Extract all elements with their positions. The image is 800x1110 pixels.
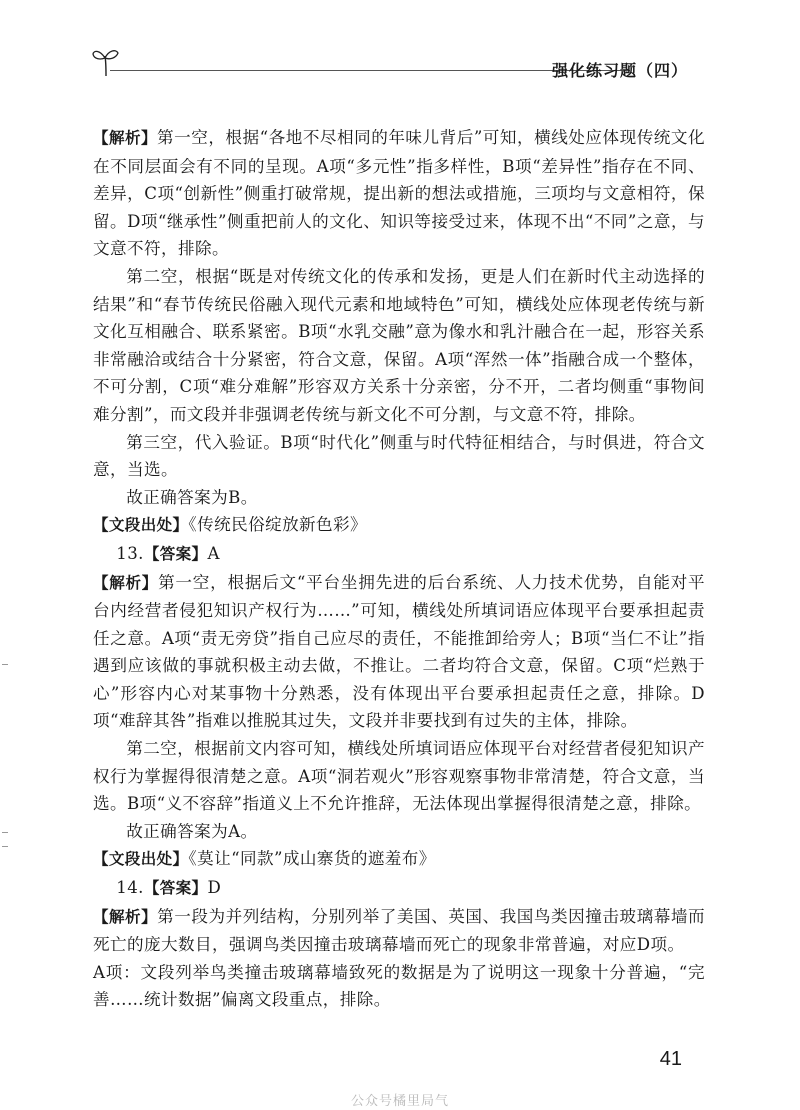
edge-mark: [2, 846, 8, 847]
running-header: [92, 44, 700, 84]
paragraph: [93, 818, 705, 846]
edge-mark: [2, 832, 8, 833]
paragraph: [93, 484, 705, 512]
edge-mark: [2, 664, 8, 665]
paragraph: [93, 569, 705, 736]
paragraph-text: 《传统民俗绽放新色彩》: [188, 515, 368, 535]
paragraph-text: 第一段为并列结构，分别列举了美国、英国、我国鸟类因撞击玻璃幕墙而死亡的庞大数目，强调鸟类因撞击玻璃幕墙而死亡的现象非常普遍，对应D项。: [93, 906, 705, 955]
section-tag: 【解析】: [93, 573, 159, 592]
paragraph: [93, 511, 705, 540]
paragraph: [93, 845, 705, 874]
paragraph-text: D: [207, 878, 222, 898]
paragraph-text: A: [207, 543, 220, 563]
paragraph-text: 第一空，根据“各地不尽相同的年味儿背后”可知，横线处应体现传统文化在不同层面会有不同的呈现。A项“多元性”指多样性，B项“差异性”指存在不同、差异，C项“创新性”侧重打破常规，提出新的想法或措施，三项均与文意相符，保留。D项“继承性”侧重把前人的文化、知识等接受过来，体现不出“不同”之意，与文意不符，排除。: [93, 128, 705, 259]
watermark: 公众号橘里局气: [350, 1094, 449, 1109]
section-tag: 【解析】: [93, 907, 158, 926]
sprout-icon: [92, 44, 122, 78]
paragraph-text: 第二空，根据“既是对传统文化的传承和发扬，更是人们在新时代主动选择的结果”和“春节传统民俗融入现代元素和地域特色”可知，横线处应体现老传统与新文化互相融合、联系紧密。B项“水乳交融”意为像水和乳汁融合在一起，形容关系非常融洽或结合十分紧密，符合文意，保留。A项“浑然一体”指融合成一个整体，不可分割，C项“难分难解”形容双方关系十分亲密，分不开，二者均侧重“事物间难分割”，而文段并非强调老传统与新文化不可分割，与文意不符，排除。: [93, 266, 705, 424]
paragraph-text: 第二空，根据前文内容可知，横线处所填词语应体现平台对经营者侵犯知识产权行为掌握得很清楚之意。A项“洞若观火”形容观察事物非常清楚，符合文意，当选。B项“义不容辞”指道义上不允许推辞，无法体现出掌握得很清楚之意，排除。: [93, 739, 705, 814]
paragraph-text: 《莫让“同款”成山寨货的遮羞布》: [188, 849, 436, 869]
paragraph-text: 13.: [116, 543, 144, 563]
paragraph: [93, 959, 705, 1014]
paragraph-text: 故正确答案为A。: [126, 821, 258, 841]
paragraph: [93, 540, 705, 569]
paragraph-text: 14.: [116, 878, 144, 898]
paragraph: [93, 263, 705, 429]
section-tag: 【答案】: [143, 544, 208, 563]
section-tag: 【答案】: [143, 879, 208, 898]
paragraph-text: 第一空，根据后文“平台坐拥先进的后台系统、人力技术优势，自能对平台内经营者侵犯知识产权行为……”可知，横线处所填词语应体现平台要承担起责任之意。A项“责无旁贷”指自己应尽的责任，不能推卸给旁人；B项“当仁不让”指遇到应该做的事就积极主动去做，不推让。二者均符合文意，保留。C项“烂熟于心”形容内心对某事物十分熟悉，没有体现出平台要承担起责任之意，排除。D项“难辞其咎”指难以推脱其过失，文段并非要找到有过失的主体，排除。: [93, 572, 706, 731]
header-title: 强化练习题（四）: [551, 61, 688, 80]
paragraph: [93, 874, 705, 903]
paragraph-text: A项：文段列举鸟类撞击玻璃幕墙致死的数据是为了说明这一现象十分普遍，“完善……统计数据”偏离文段重点，排除。: [93, 962, 705, 1010]
paragraph-text: 第三空，代入验证。B项“时代化”侧重与时代特征相结合，与时俱进，符合文意，当选。: [93, 432, 705, 480]
paragraph: [93, 903, 705, 959]
paragraph: [93, 429, 705, 484]
paragraph: [93, 124, 705, 263]
page-number: 41: [659, 1048, 682, 1070]
section-tag: 【文段出处】: [93, 516, 189, 535]
section-tag: 【文段出处】: [93, 850, 189, 869]
paragraph-text: 故正确答案为B。: [126, 487, 258, 507]
answer-explanations: [93, 124, 705, 1014]
section-tag: 【解析】: [93, 129, 158, 147]
paragraph: [93, 735, 705, 818]
